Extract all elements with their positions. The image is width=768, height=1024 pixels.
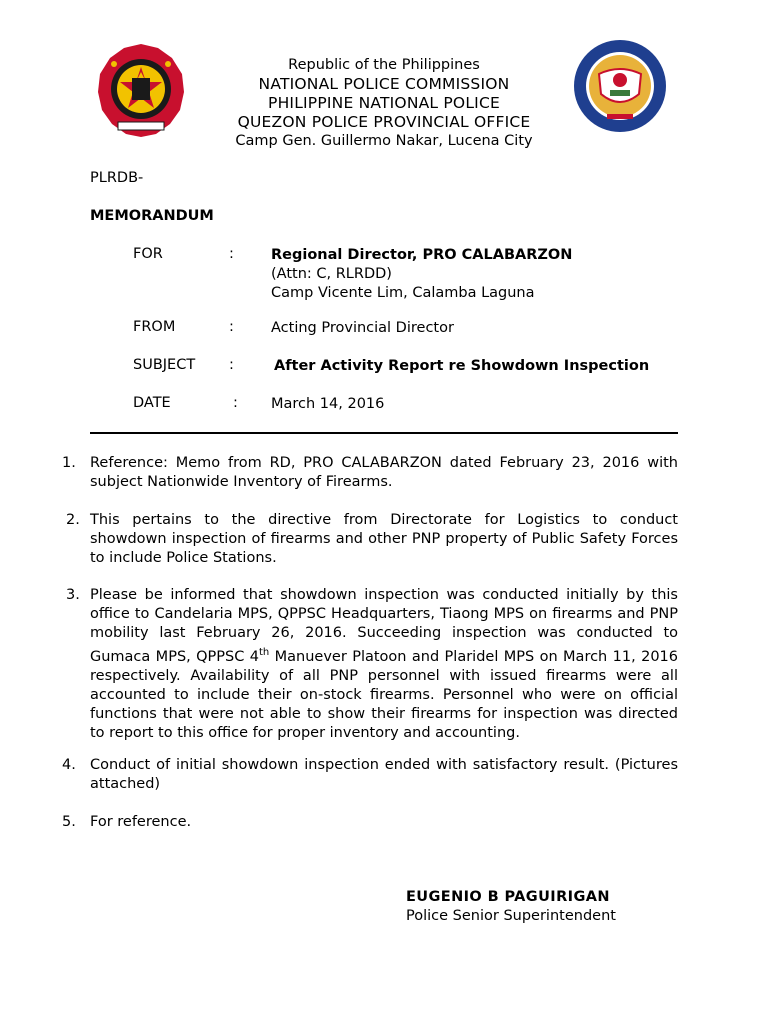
paragraph-text: Reference: Memo from RD, PRO CALABARZON dated February 23, 2016 with subject Nationwide Inventory of Firearms. bbox=[90, 455, 678, 490]
reference-code: PLRDB- bbox=[90, 170, 144, 186]
paragraph-number: 4. bbox=[62, 757, 76, 773]
subject-colon: : bbox=[229, 357, 234, 373]
paragraph-number: 5. bbox=[62, 814, 76, 830]
paragraph-2 bbox=[62, 511, 678, 568]
paragraph-text: For reference. bbox=[90, 814, 192, 830]
pnp-line: PHILIPPINE NATIONAL POLICE bbox=[268, 94, 500, 112]
for-label: FOR bbox=[133, 246, 163, 262]
paragraph-text-part: Manuever Platoon and Plaridel MPS on March 11, 2016 respectively. Availability of all PNP personnel with issued firearms were all accounted to include their on-stock firearms. Personnel who were on official functions that were not able to show their firearms for inspection was directed to report to this office for proper inventory and accounting. bbox=[90, 648, 678, 741]
from-value: Acting Provincial Director bbox=[271, 320, 454, 336]
address-line: Camp Gen. Guillermo Nakar, Lucena City bbox=[235, 133, 533, 149]
signatory-title: Police Senior Superintendent bbox=[406, 908, 616, 924]
memo-title: MEMORANDUM bbox=[90, 208, 214, 224]
commission-line: NATIONAL POLICE COMMISSION bbox=[258, 75, 510, 93]
signature-block bbox=[406, 888, 616, 926]
paragraph-4 bbox=[62, 756, 678, 794]
header-divider bbox=[90, 432, 678, 434]
paragraph-3 bbox=[62, 586, 678, 743]
paragraph-text: This pertains to the directive from Directorate for Logistics to conduct showdown inspection of firearms and other PNP property of Public Safety Forces to include Police Stations. bbox=[90, 512, 678, 566]
ordinal-suffix: th bbox=[259, 647, 270, 658]
from-label: FROM bbox=[133, 319, 176, 335]
for-colon: : bbox=[229, 246, 234, 262]
from-colon: : bbox=[229, 319, 234, 335]
paragraph-text-part: Please be informed that showdown inspection was conducted initially by this office to Candelaria MPS, QPPSC Headquarters, Tiaong MPS on firearms and PNP mobility last February 26, 2016. Succeeding inspection was conducted to Gumaca MPS, QPPSC 4 bbox=[90, 587, 678, 665]
paragraph-5 bbox=[62, 813, 678, 832]
paragraph-text: Conduct of initial showdown inspection ended with satisfactory result. (Pictures attached) bbox=[90, 757, 678, 792]
date-label: DATE bbox=[133, 395, 171, 411]
paragraph-number: 2. bbox=[66, 512, 80, 528]
paragraph-number: 1. bbox=[62, 455, 76, 471]
republic-line: Republic of the Philippines bbox=[288, 57, 480, 73]
date-colon: : bbox=[233, 395, 238, 411]
office-line: QUEZON POLICE PROVINCIAL OFFICE bbox=[237, 113, 531, 131]
letterhead bbox=[0, 56, 768, 151]
paragraph-1 bbox=[62, 454, 678, 492]
signatory-name: EUGENIO B PAGUIRIGAN bbox=[406, 889, 610, 905]
subject-label: SUBJECT bbox=[133, 357, 196, 373]
paragraph-number: 3. bbox=[66, 587, 80, 603]
for-value: Regional Director, PRO CALABARZON bbox=[271, 247, 573, 263]
for-address: Camp Vicente Lim, Calamba Laguna bbox=[271, 285, 535, 301]
subject-value: After Activity Report re Showdown Inspection bbox=[274, 358, 650, 374]
for-attn: (Attn: C, RLRDD) bbox=[271, 266, 392, 282]
date-value: March 14, 2016 bbox=[271, 396, 385, 412]
paragraph-text bbox=[90, 586, 678, 743]
